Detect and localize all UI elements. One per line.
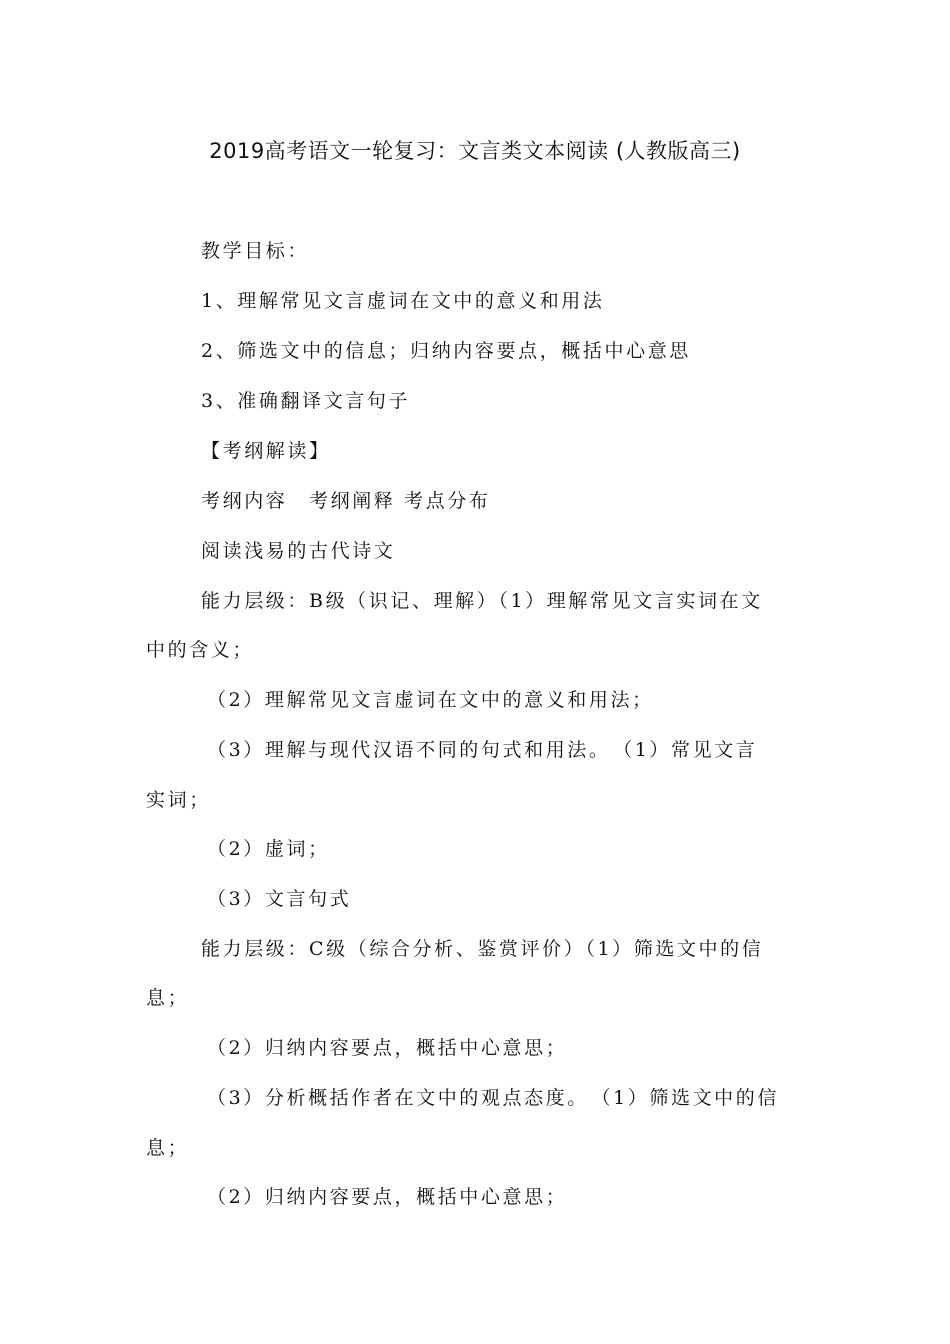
paragraph-line: 2、筛选文中的信息；归纳内容要点，概括中心意思 — [201, 340, 691, 362]
paragraph-line: （3）分析概括作者在文中的观点态度。 （1）筛选文中的信 — [207, 1087, 779, 1109]
paragraph-line: （3）理解与现代汉语不同的句式和用法。 （1）常见文言 — [207, 739, 758, 761]
paragraph-line: 息； — [146, 987, 190, 1009]
paragraph-line: 3、准确翻译文言句子 — [201, 390, 411, 412]
paragraph-line: 考纲内容 考纲阐释 考点分布 — [201, 490, 491, 512]
paragraph-line: （2）归纳内容要点，概括中心意思； — [207, 1186, 568, 1208]
paragraph-line: 实词； — [146, 789, 211, 811]
paragraph-line: （2）虚词； — [207, 838, 330, 860]
paragraph-line: 教学目标： — [201, 240, 310, 262]
paragraph-line: （2）归纳内容要点，概括中心意思； — [207, 1037, 568, 1059]
paragraph-line: 息； — [146, 1137, 190, 1159]
paragraph-line: 能力层级：C级（综合分析、鉴赏评价）（1）筛选文中的信 — [201, 938, 764, 960]
paragraph-line: 阅读浅易的古代诗文 — [201, 540, 396, 562]
paragraph-line: 1、理解常见文言虚词在文中的意义和用法 — [201, 290, 605, 312]
paragraph-line: （2）理解常见文言虚词在文中的意义和用法； — [207, 689, 654, 711]
document-title: 2019高考语文一轮复习：文言类文本阅读 (人教版高三) — [209, 139, 741, 163]
paragraph-line: 能力层级：B级（识记、理解）（1）理解常见文言实词在文 — [201, 590, 763, 612]
section-heading: 【考纲解读】 — [201, 440, 331, 462]
paragraph-line: 中的含义； — [146, 639, 255, 661]
paragraph-line: （3）文言句式 — [207, 888, 352, 910]
